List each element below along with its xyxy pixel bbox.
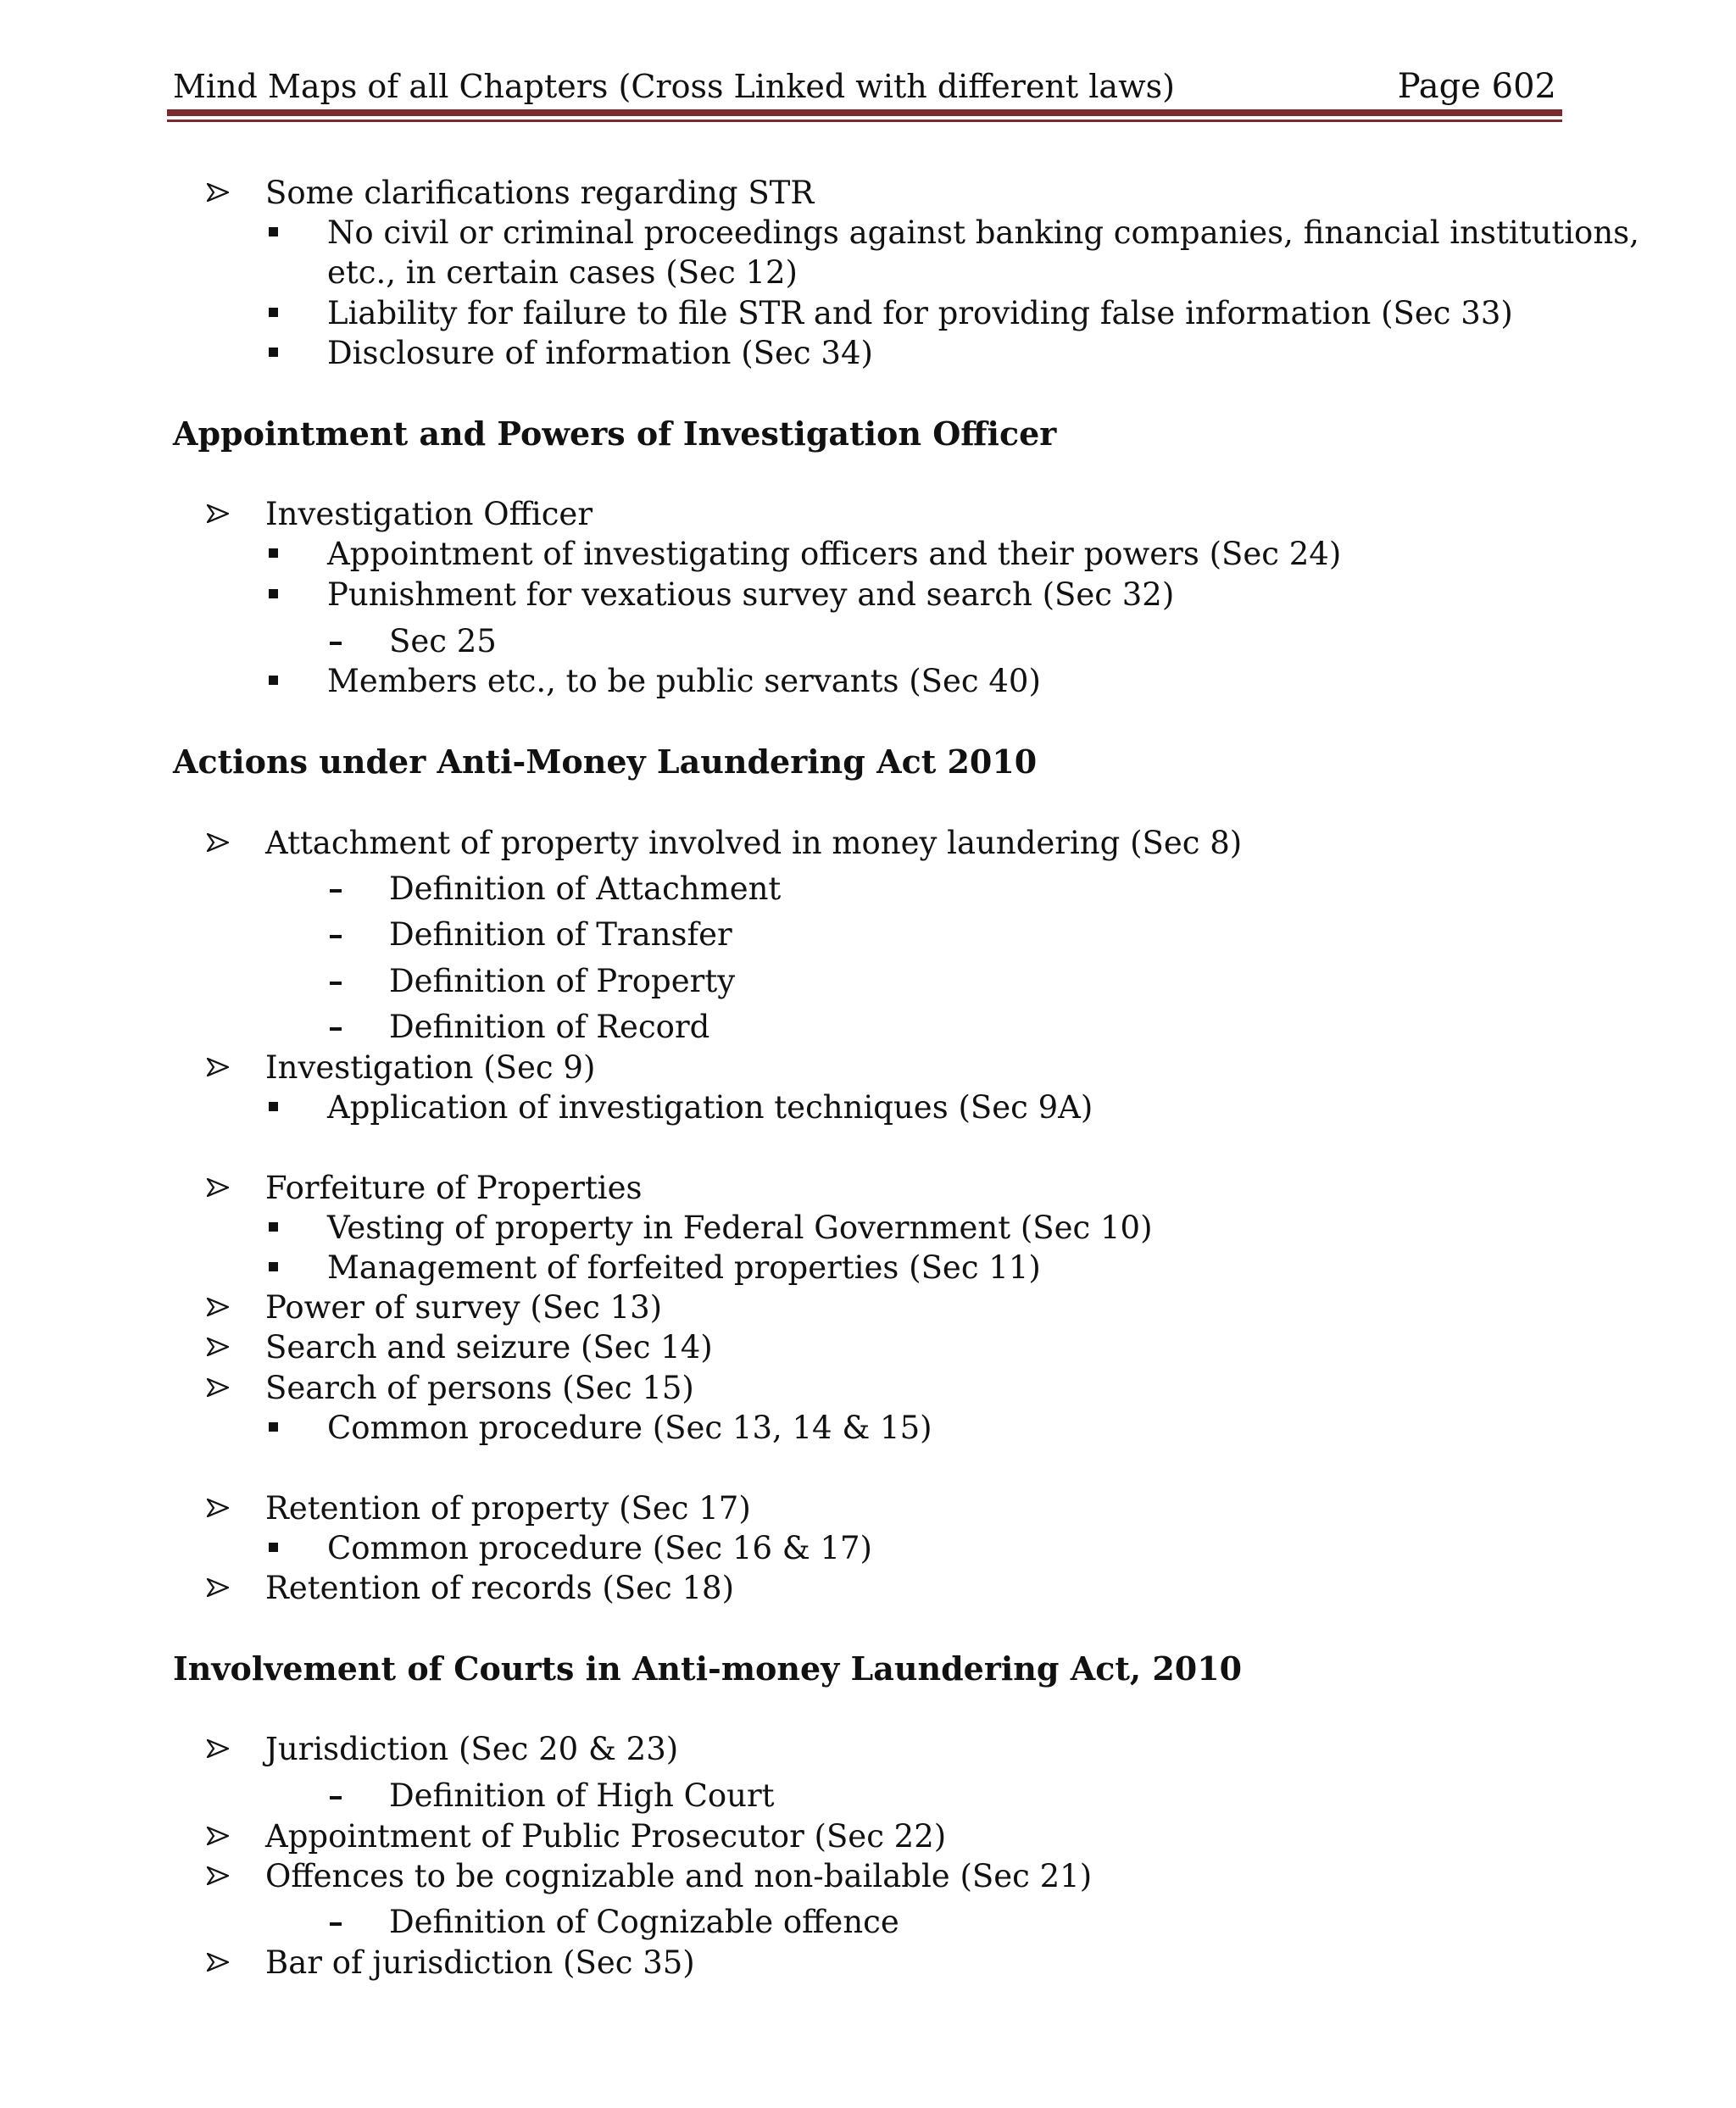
list-item: Definition of Transfer — [389, 916, 732, 953]
list-item: Punishment for vexatious survey and search (Sec 32) — [327, 576, 1175, 613]
list-item: Application of investigation techniques (Sec 9A) — [327, 1089, 1093, 1126]
dash-bullet-icon — [330, 935, 342, 938]
list-item: Definition of Property — [389, 963, 736, 999]
list-item: Common procedure (Sec 13, 14 & 15) — [327, 1410, 932, 1446]
list-item: Search and seizure (Sec 14) — [265, 1329, 713, 1365]
arrowhead-bullet-icon — [207, 1058, 229, 1076]
list-item: Investigation (Sec 9) — [265, 1049, 596, 1086]
list-item: Members etc., to be public servants (Sec 40) — [327, 663, 1041, 699]
list-item: Power of survey (Sec 13) — [265, 1289, 663, 1326]
square-bullet-icon — [269, 308, 278, 317]
list-item: Appointment of investigating officers and their powers (Sec 24) — [327, 536, 1342, 572]
section-heading: Actions under Anti-Money Laundering Act 2010 — [173, 743, 1038, 781]
list-item: Appointment of Public Prosecutor (Sec 22) — [265, 1818, 947, 1855]
arrowhead-bullet-icon — [207, 1298, 229, 1316]
arrowhead-bullet-icon — [207, 183, 229, 202]
list-item: Search of persons (Sec 15) — [265, 1370, 694, 1406]
header-title: Mind Maps of all Chapters (Cross Linked with different laws) — [173, 68, 1175, 105]
list-item: Jurisdiction (Sec 20 & 23) — [265, 1731, 679, 1767]
list-item: Common procedure (Sec 16 & 17) — [327, 1530, 872, 1566]
list-item: Investigation Officer — [265, 496, 593, 532]
page-header — [173, 61, 1556, 112]
list-item: Some clarifications regarding STR — [265, 175, 815, 211]
section-heading: Involvement of Courts in Anti-money Laundering Act, 2010 — [173, 1649, 1243, 1688]
header-rule-thick — [167, 109, 1562, 116]
square-bullet-icon — [269, 1222, 278, 1232]
square-bullet-icon — [269, 1543, 278, 1552]
list-item: Definition of Record — [389, 1009, 710, 1045]
dash-bullet-icon — [330, 982, 342, 985]
dash-bullet-icon — [330, 1796, 342, 1799]
list-item: Sec 25 — [389, 623, 497, 659]
square-bullet-icon — [269, 1102, 278, 1111]
dash-bullet-icon — [330, 889, 342, 893]
arrowhead-bullet-icon — [207, 1827, 229, 1845]
list-item: Vesting of property in Federal Government (Sec 10) — [327, 1210, 1153, 1246]
arrowhead-bullet-icon — [207, 833, 229, 852]
arrowhead-bullet-icon — [207, 1178, 229, 1197]
list-item: Liability for failure to file STR and for providing false information (Sec 33) — [327, 295, 1513, 331]
square-bullet-icon — [269, 1422, 278, 1432]
arrowhead-bullet-icon — [207, 1578, 229, 1597]
page-number: Page 602 — [1397, 67, 1556, 106]
list-item: Retention of records (Sec 18) — [265, 1570, 735, 1606]
list-item: Bar of jurisdiction (Sec 35) — [265, 1944, 695, 1981]
square-bullet-icon — [269, 548, 278, 558]
square-bullet-icon — [269, 589, 278, 598]
list-item: No civil or criminal proceedings against banking companies, financial institutions, — [327, 214, 1639, 251]
arrowhead-bullet-icon — [207, 1338, 229, 1356]
dash-bullet-icon — [330, 1922, 342, 1926]
dash-bullet-icon — [330, 1027, 342, 1031]
dash-bullet-icon — [330, 642, 342, 645]
list-item: Management of forfeited properties (Sec 11) — [327, 1249, 1041, 1286]
arrowhead-bullet-icon — [207, 1866, 229, 1885]
arrowhead-bullet-icon — [207, 1953, 229, 1972]
list-item: Forfeiture of Properties — [265, 1170, 643, 1206]
list-item: Offences to be cognizable and non-bailable (Sec 21) — [265, 1858, 1093, 1894]
arrowhead-bullet-icon — [207, 504, 229, 523]
square-bullet-icon — [269, 227, 278, 236]
arrowhead-bullet-icon — [207, 1378, 229, 1397]
arrowhead-bullet-icon — [207, 1739, 229, 1758]
list-item: Definition of High Court — [389, 1777, 775, 1814]
square-bullet-icon — [269, 676, 278, 685]
arrowhead-bullet-icon — [207, 1499, 229, 1517]
list-item: Retention of property (Sec 17) — [265, 1490, 751, 1527]
list-item: Definition of Cognizable offence — [389, 1904, 899, 1940]
list-item: Attachment of property involved in money laundering (Sec 8) — [265, 825, 1243, 861]
square-bullet-icon — [269, 1262, 278, 1271]
list-item: Definition of Attachment — [389, 870, 782, 907]
square-bullet-icon — [269, 348, 278, 357]
section-heading: Appointment and Powers of Investigation Officer — [173, 414, 1057, 453]
header-rule-thin — [167, 120, 1562, 122]
list-item-continuation: etc., in certain cases (Sec 12) — [327, 254, 798, 291]
list-item: Disclosure of information (Sec 34) — [327, 335, 873, 371]
